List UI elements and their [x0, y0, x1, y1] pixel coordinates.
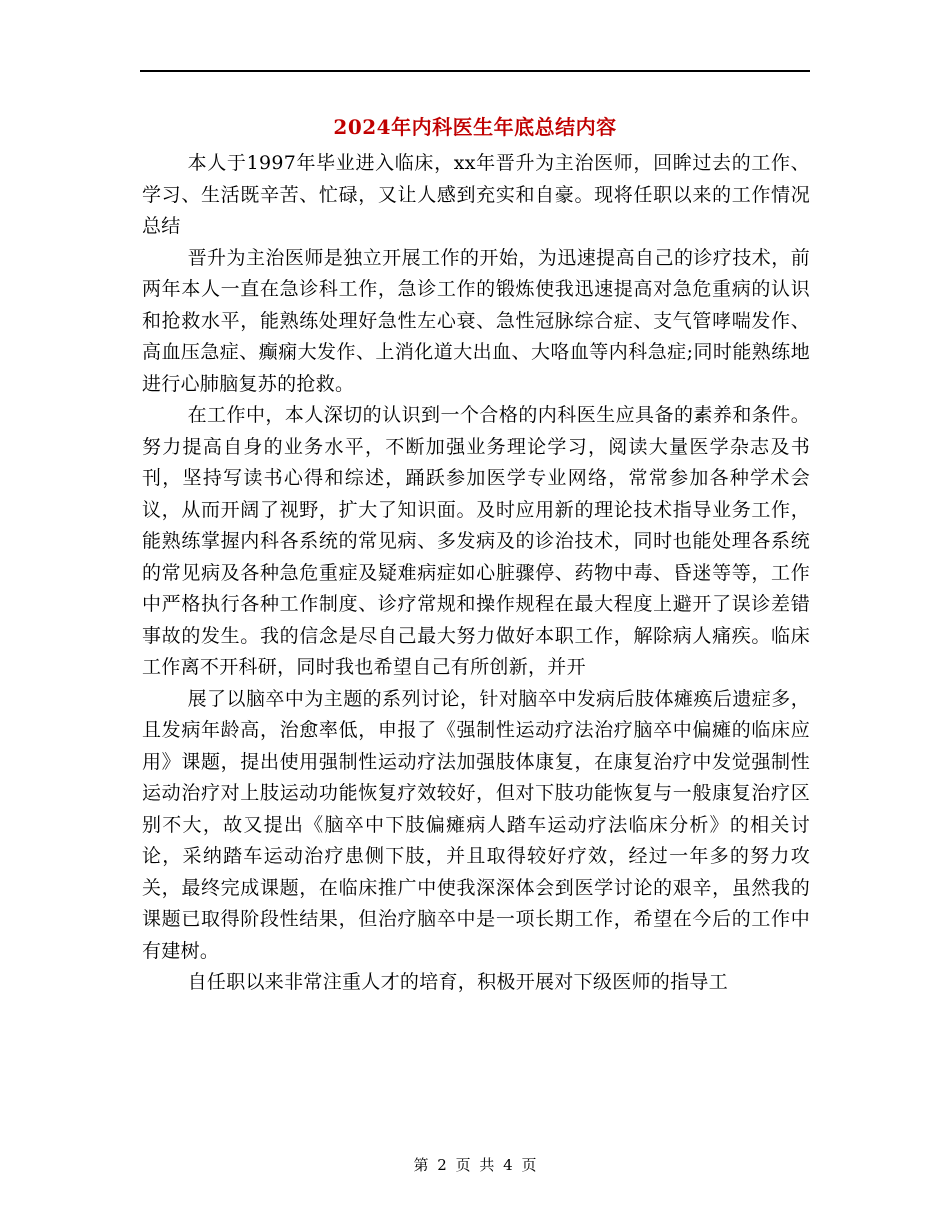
header-rule [140, 70, 810, 72]
paragraph-1: 本人于1997年毕业进入临床，xx年晋升为主治医师，回眸过去的工作、学习、生活既辛苦、忙碌，又让人感到充实和自豪。现将任职以来的工作情况总结 [142, 152, 810, 237]
paragraph-4: 展了以脑卒中为主题的系列讨论，针对脑卒中发病后肢体瘫痪后遗症多，且发病年龄高，治愈率低，申报了《强制性运动疗法治疗脑卒中偏瘫的临床应用》课题，提出使用强制性运动疗法加强肢体康复，在康复治疗中发觉强制性运动治疗对上肢运动功能恢复疗效较好，但对下肢功能恢复与一般康复治疗区别不大，故又提出《脑卒中下肢偏瘫病人踏车运动疗法临床分析》的相关讨论，采纳踏车运动治疗患侧下肢，并且取得较好疗效，经过一年多的努力攻关，最终完成课题，在临床推广中使我深深体会到医学讨论的艰辛，虽然我的课题已取得阶段性结果，但治疗脑卒中是一项长期工作，希望在今后的工作中有建树。 [142, 687, 810, 962]
page-number-footer: 第 2 页 共 4 页 [413, 1156, 537, 1174]
document-title: 2024年内科医生年底总结内容 [333, 115, 617, 139]
document-body [142, 148, 810, 999]
paragraph-3: 在工作中，本人深切的认识到一个合格的内科医生应具备的素养和条件。努力提高自身的业务水平，不断加强业务理论学习，阅读大量医学杂志及书刊，坚持写读书心得和综述，踊跃参加医学专业网络，常常参加各种学术会议，从而开阔了视野，扩大了知识面。及时应用新的理论技术指导业务工作，能熟练掌握内科各系统的常见病、多发病及的诊治技术，同时也能处理各系统的常见病及各种急危重症及疑难病症如心脏骤停、药物中毒、昏迷等等，工作中严格执行各种工作制度、诊疗常规和操作规程在最大程度上避开了误诊差错事故的发生。我的信念是尽自己最大努力做好本职工作，解除病人痛疾。临床工作离不开科研，同时我也希望自己有所创新，并开 [142, 404, 810, 678]
paragraph-2: 晋升为主治医师是独立开展工作的开始，为迅速提高自己的诊疗技术，前两年本人一直在急诊科工作，急诊工作的锻炼使我迅速提高对急危重病的认识和抢救水平，能熟练处理好急性左心衰、急性冠脉综合症、支气管哮喘发作、高血压急症、癫痫大发作、上消化道大出血、大咯血等内科急症;同时能熟练地进行心肺脑复苏的抢救。 [142, 246, 810, 395]
paragraph-5: 自任职以来非常注重人才的培育，积极开展对下级医师的指导工 [187, 971, 728, 993]
